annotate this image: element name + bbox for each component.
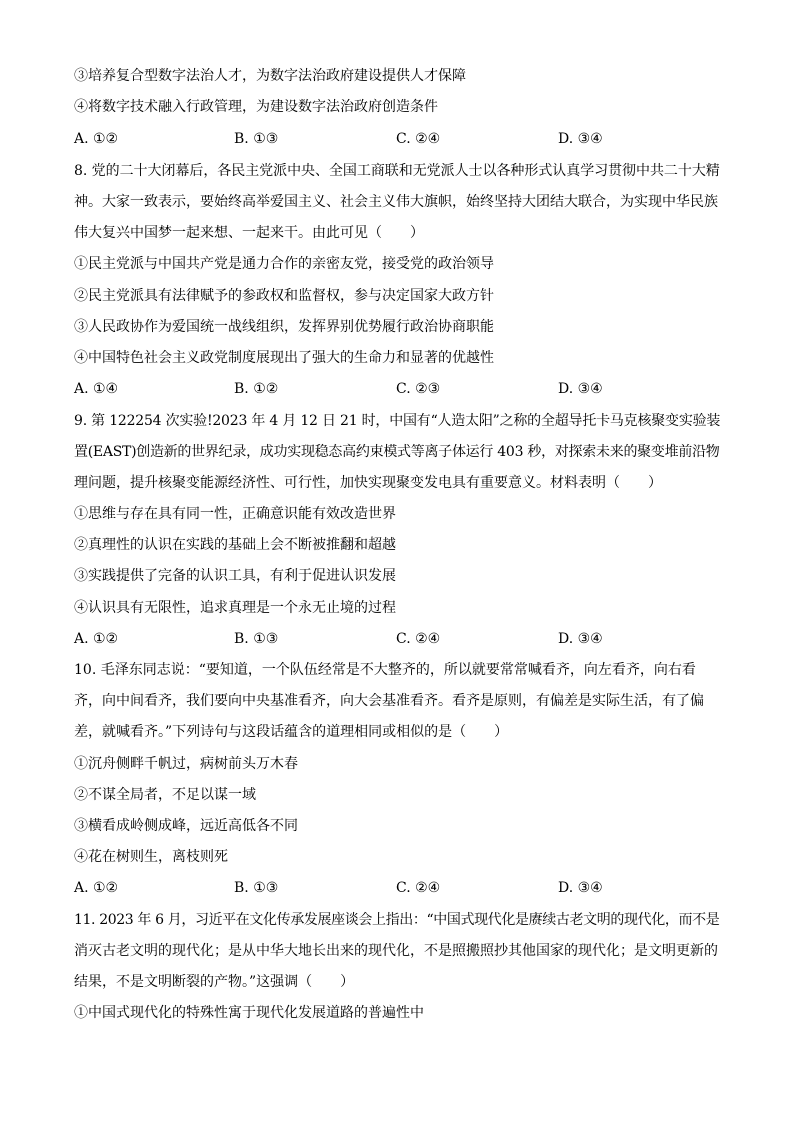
- statement: ③横看成岭侧成峰，远近高低各不同: [74, 818, 298, 834]
- option-d: D. ③④: [558, 631, 603, 647]
- statement: ②真理性的认识在实践的基础上会不断被推翻和超越: [74, 537, 396, 553]
- statement: ②不谋全局者，不足以谋一域: [74, 787, 256, 803]
- option-b: B. ①③: [234, 880, 279, 896]
- option-a: A. ①④: [74, 381, 119, 397]
- statement: ③实践提供了完备的认识工具，有利于促进认识发展: [74, 568, 396, 584]
- statement: ①中国式现代化的特殊性寓于现代化发展道路的普遍性中: [74, 1005, 424, 1021]
- question-10-stem: 齐，向中间看齐，我们要向中央基准看齐，向大会基准看齐。看齐是原则，有偏差是实际生活，有了偏: [74, 693, 704, 709]
- statement: ③人民政协作为爱国统一战线组织，发挥界别优势履行政治协商职能: [74, 319, 494, 335]
- statement: ④认识具有无限性，追求真理是一个永无止境的过程: [74, 600, 396, 616]
- statement: ④将数字技术融入行政管理，为建设数字法治政府创造条件: [74, 99, 438, 115]
- option-a: A. ①②: [74, 131, 119, 147]
- question-10-stem: 差，就喊看齐。”下列诗句与这段话蕴含的道理相同或相似的是（ ）: [74, 724, 509, 740]
- question-11-stem: 11. 2023 年 6 月，习近平在文化传承发展座谈会上指出：“中国式现代化是赓续古老文明的现代化，而不是: [74, 912, 720, 928]
- question-8-stem: 伟大复兴中国梦一起来想、一起来干。由此可见（ ）: [74, 225, 424, 241]
- statement: ①思维与存在具有同一性，正确意识能有效改造世界: [74, 506, 396, 522]
- option-d: D. ③④: [558, 880, 603, 896]
- option-d: D. ③④: [558, 131, 603, 147]
- question-9-stem: 理问题，提升核聚变能源经济性、可行性，加快实现聚变发电具有重要意义。材料表明（ ）: [74, 475, 662, 491]
- question-10-stem: 10. 毛泽东同志说：“要知道，一个队伍经常是不大整齐的，所以就要常常喊看齐，向左看齐，向右看: [74, 662, 696, 678]
- option-c: C. ②④: [396, 631, 441, 647]
- question-9-stem: 置(EAST)创造新的世界纪录，成功实现稳态高约束模式等离子体运行 403 秒，对探索未来的聚变堆前沿物: [74, 444, 720, 460]
- statement: ①民主党派与中国共产党是通力合作的亲密友党，接受党的政治领导: [74, 256, 494, 272]
- option-b: B. ①②: [234, 381, 279, 397]
- statement: ④花在树则生，离枝则死: [74, 849, 228, 865]
- statement: ④中国特色社会主义政党制度展现出了强大的生命力和显著的优越性: [74, 350, 494, 366]
- option-b: B. ①③: [234, 631, 279, 647]
- question-11-stem: 消灭古老文明的现代化；是从中华大地长出来的现代化，不是照搬照抄其他国家的现代化；是文明更新的: [74, 943, 718, 959]
- question-8-stem: 8. 党的二十大闭幕后，各民主党派中央、全国工商联和无党派人士以各种形式认真学习贯彻中共二十大精: [74, 163, 720, 179]
- statement: ①沉舟侧畔千帆过，病树前头万木春: [74, 756, 298, 772]
- option-a: A. ①②: [74, 631, 119, 647]
- option-c: C. ②④: [396, 880, 441, 896]
- option-c: C. ②④: [396, 131, 441, 147]
- statement: ②民主党派具有法律赋予的参政权和监督权，参与决定国家大政方针: [74, 288, 494, 304]
- statement: ③培养复合型数字法治人才，为数字法治政府建设提供人才保障: [74, 68, 466, 84]
- option-a: A. ①②: [74, 880, 119, 896]
- question-11-stem: 结果，不是文明断裂的产物。”这强调（ ）: [74, 974, 355, 990]
- option-b: B. ①③: [234, 131, 279, 147]
- option-d: D. ③④: [558, 381, 603, 397]
- option-c: C. ②③: [396, 381, 441, 397]
- question-8-stem: 神。大家一致表示，要始终高举爱国主义、社会主义伟大旗帜，始终坚持大团结大联合，为实现中华民族: [74, 194, 718, 210]
- question-9-stem: 9. 第 122254 次实验!2023 年 4 月 12 日 21 时，中国有“人造太阳”之称的全超导托卡马克核聚变实验装: [74, 413, 721, 429]
